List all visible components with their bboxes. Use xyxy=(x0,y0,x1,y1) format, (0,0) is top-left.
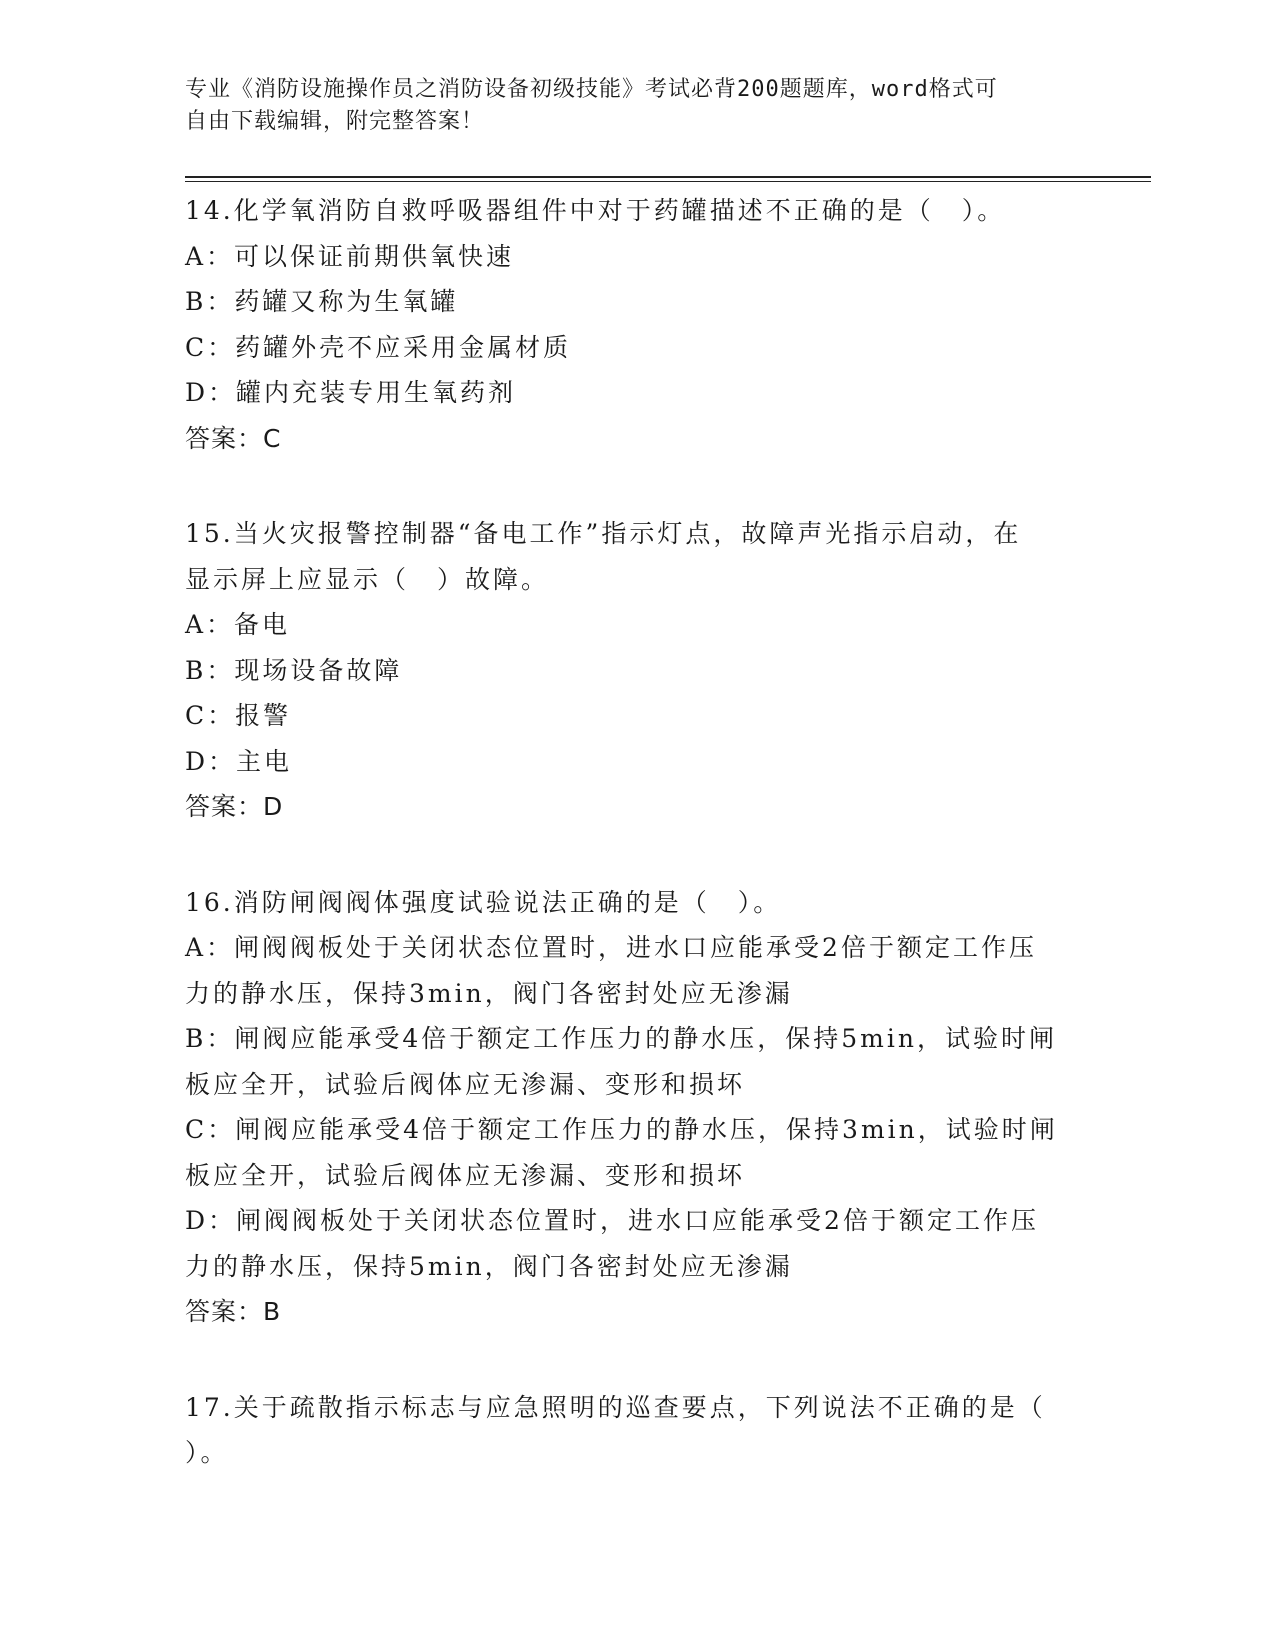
header-title-line-2: 自由下载编辑，附完整答案！ xyxy=(185,109,485,134)
question-block xyxy=(185,1385,1085,1476)
question-block xyxy=(185,511,1085,830)
page-header xyxy=(185,74,1065,138)
answer-key: 答案：D xyxy=(185,792,284,821)
answer-option: 力的静水压，保持5min，阀门各密封处应无渗漏 xyxy=(185,1251,793,1281)
answer-option: B：药罐又称为生氧罐 xyxy=(185,287,459,316)
question-stem: 显示屏上应显示（ ）故障。 xyxy=(185,564,550,594)
answer-key: 答案：C xyxy=(185,423,282,453)
answer-option: D：闸阀阀板处于关闭状态位置时，进水口应能承受2倍于额定工作压 xyxy=(185,1206,1039,1235)
question-stem: 16.消防闸阀阀体强度试验说法正确的是（ ）。 xyxy=(185,887,782,917)
answer-option: C：药罐外壳不应采用金属材质 xyxy=(185,332,572,362)
header-divider-thick xyxy=(185,176,1151,178)
question-block xyxy=(185,188,1085,461)
header-divider-thin xyxy=(185,181,1151,182)
question-block xyxy=(185,880,1085,1335)
answer-option: A：闸阀阀板处于关闭状态位置时，进水口应能承受2倍于额定工作压 xyxy=(185,933,1037,962)
answer-option: D：罐内充装专用生氧药剂 xyxy=(185,378,517,407)
question-stem: 17.关于疏散指示标志与应急照明的巡查要点，下列说法不正确的是（ xyxy=(185,1392,1046,1422)
answer-option: A：备电 xyxy=(185,610,291,639)
answer-key: 答案：B xyxy=(185,1297,282,1326)
question-stem: ）。 xyxy=(185,1438,229,1467)
question-list xyxy=(185,188,1085,1526)
answer-option: 力的静水压，保持3min，阀门各密封处应无渗漏 xyxy=(185,978,793,1008)
question-stem: 15.当火灾报警控制器“备电工作”指示灯点，故障声光指示启动，在 xyxy=(185,519,1022,548)
answer-option: C：闸阀应能承受4倍于额定工作压力的静水压，保持3min，试验时闸 xyxy=(185,1115,1058,1144)
answer-option: 板应全开，试验后阀体应无渗漏、变形和损坏 xyxy=(185,1069,746,1099)
answer-option: C：报警 xyxy=(185,701,292,730)
answer-option: A：可以保证前期供氧快速 xyxy=(185,241,515,271)
answer-option: D：主电 xyxy=(185,746,293,776)
header-title-line-1: 专业《消防设施操作员之消防设备初级技能》考试必背200题题库，word格式可 xyxy=(185,77,998,102)
answer-option: B：现场设备故障 xyxy=(185,655,403,685)
question-stem: 14.化学氧消防自救呼吸器组件中对于药罐描述不正确的是（ ）。 xyxy=(185,196,1006,225)
answer-option: B：闸阀应能承受4倍于额定工作压力的静水压，保持5min，试验时闸 xyxy=(185,1024,1057,1053)
answer-option: 板应全开，试验后阀体应无渗漏、变形和损坏 xyxy=(185,1160,746,1190)
